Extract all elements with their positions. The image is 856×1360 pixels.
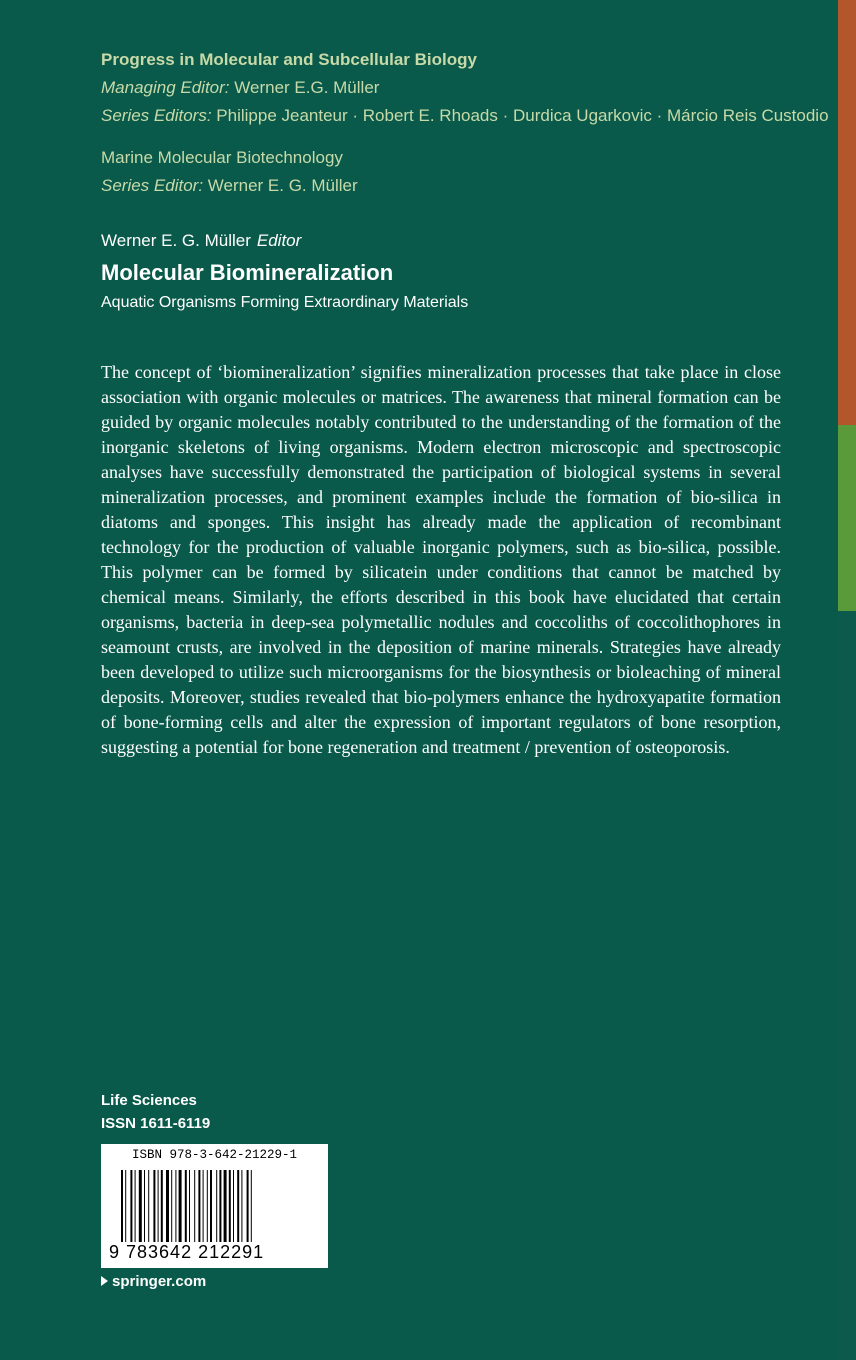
- book-title: Molecular Biomineralization: [101, 260, 394, 285]
- book-description: The concept of ‘biomineralization’ signifies mineralization processes that take place in close association with organic molecules or matrices. The awareness that mineral formation can be guided by organic molecules notably contributed to the understanding of the formation of the inorganic skeletons of living organisms. Modern electron microscopic and spectroscopic analyses have successfully demonstrated the participation of biological systems in several mineralization processes, and prominent examples include the formation of bio-silica in diatoms and sponges. This insight has already made the application of recombinant technology for the production of valuable inorganic polymers, such as bio-silica, possible. This polymer can be formed by silicatein under conditions that cannot be matched by chemical means. Similarly, the efforts described in this book have elucidated that certain organisms, bacteria in deep-sea polymetallic nodules and coccoliths of coccolithophores in seamount crusts, are involved in the deposition of marine minerals. Strategies have already been developed to utilize such microorganisms for the biosynthesis or bioleaching of mineral deposits. Moreover, studies revealed that bio-polymers enhance the hydroxyapatite formation of bone-forming cells and alter the expression of important regulators of bone resorption, suggesting a potential for bone regeneration and treatment / prevention of osteoporosis.: [101, 362, 781, 757]
- managing-editor-line: [101, 74, 829, 102]
- book-editor-role: Editor: [256, 231, 302, 250]
- barcode: [101, 1144, 328, 1268]
- book-subtitle: Aquatic Organisms Forming Extraordinary Materials: [101, 294, 469, 311]
- book-editor-line: [101, 228, 468, 254]
- issn: ISSN 1611-6119: [101, 1115, 211, 1132]
- isbn-label: ISBN 978-3-642-21229-1: [131, 1148, 298, 1162]
- color-strip-orange: [838, 0, 856, 425]
- managing-editor-name: Werner E.G. Müller: [234, 78, 380, 97]
- footer-info: [101, 1089, 210, 1135]
- book-editor-name: Werner E. G. Müller: [101, 231, 251, 250]
- series-editor-name: Werner E. G. Müller: [207, 176, 358, 195]
- website-link[interactable]: [101, 1271, 206, 1293]
- barcode-number: 9 783642 212291: [109, 1242, 265, 1262]
- series2-title: Marine Molecular Biotechnology: [101, 148, 343, 167]
- website-text: springer.com: [112, 1273, 207, 1290]
- series1-title: Progress in Molecular and Subcellular Biology: [101, 50, 477, 69]
- series-info: [101, 46, 829, 200]
- book-header: [101, 228, 468, 316]
- subject-category: Life Sciences: [101, 1092, 197, 1109]
- managing-editor-label: Managing Editor:: [101, 78, 230, 97]
- barcode-bars-icon: [121, 1170, 309, 1242]
- series-editor-line: [101, 172, 829, 200]
- series-editors-line: [101, 102, 829, 130]
- series-editor-label: Series Editor:: [101, 176, 204, 195]
- color-strip-teal: [838, 611, 856, 1360]
- arrow-right-icon: [101, 1276, 108, 1286]
- series-editors-label: Series Editors:: [101, 106, 212, 125]
- series-editors-names: Philippe Jeanteur · Robert E. Rhoads · Durdica Ugarkovic · Márcio Reis Custodio: [216, 106, 829, 125]
- color-strip-green: [838, 425, 856, 611]
